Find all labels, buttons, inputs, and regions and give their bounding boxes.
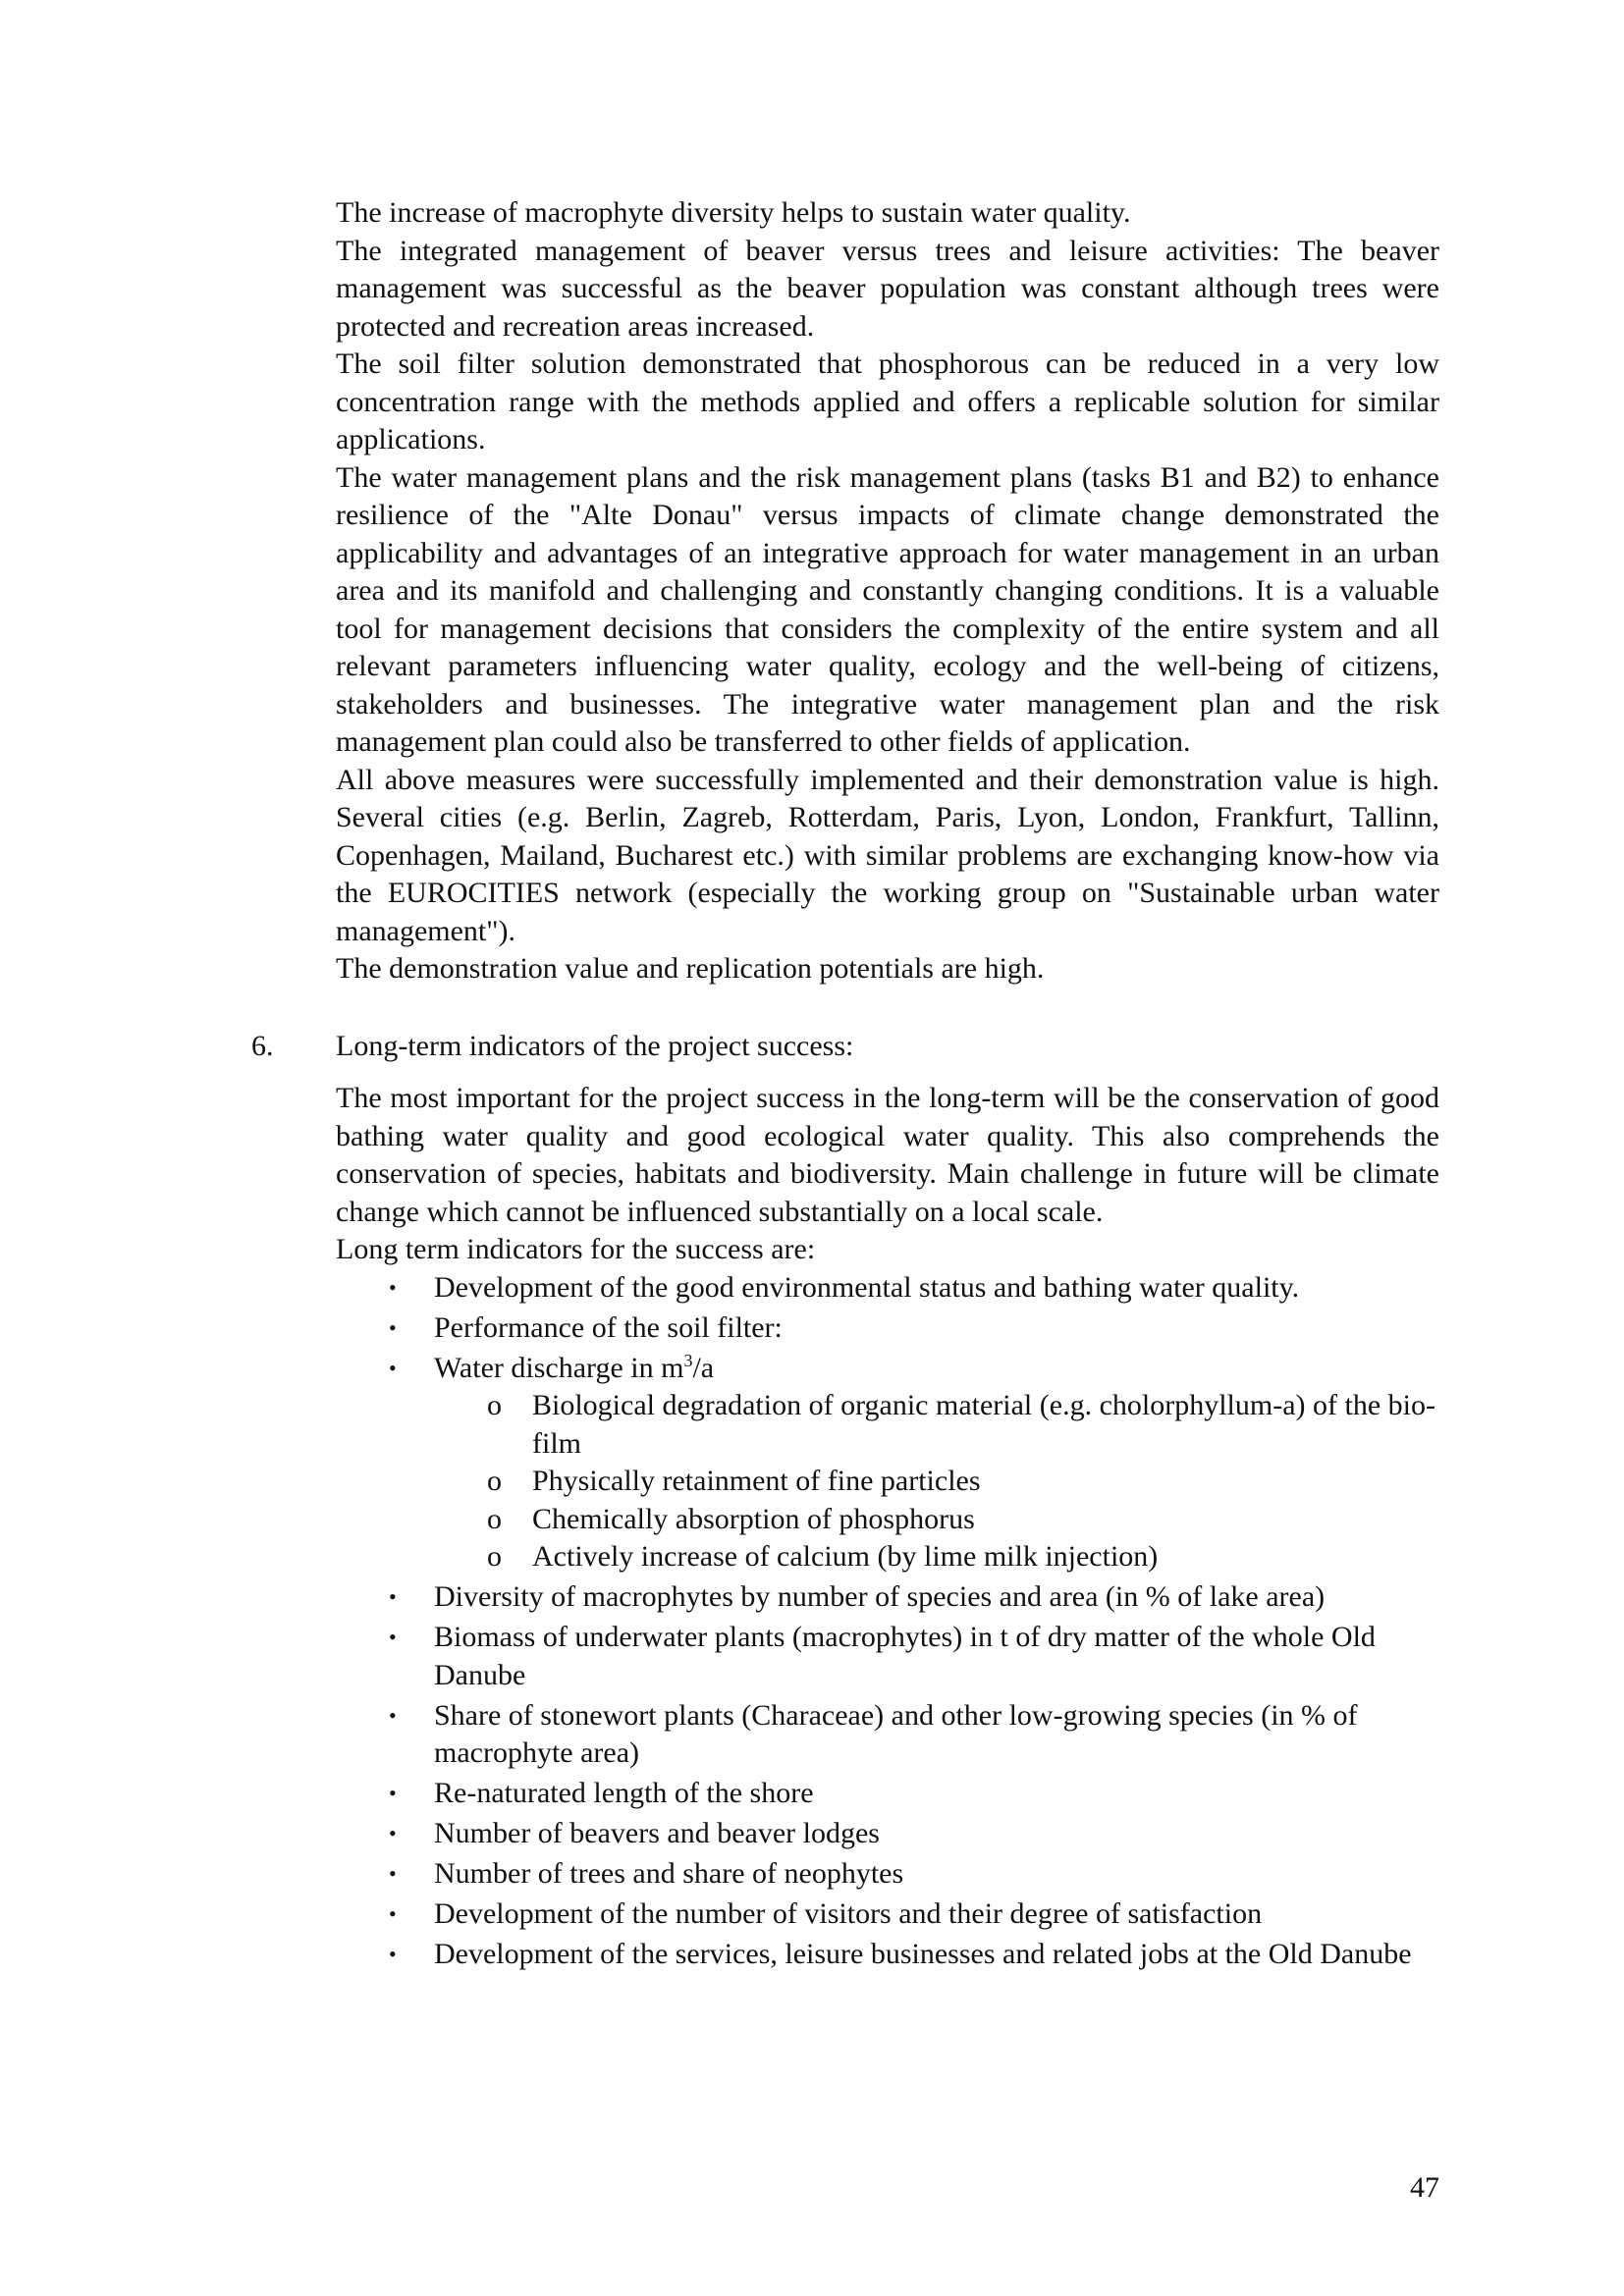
paragraph-replication-potential: The demonstration value and replication potentials are high. <box>336 952 1045 985</box>
bullet-icon: • <box>389 1702 397 1728</box>
list-item-text: Share of stonewort plants (Characeae) and other low-growing species (in % of macrophyte area) <box>434 1698 1358 1769</box>
list-item <box>389 1350 1439 1576</box>
page-content <box>251 194 1439 1976</box>
list-item-text: Number of beavers and beaver lodges <box>434 1817 880 1849</box>
list-item <box>389 1578 1439 1617</box>
circle-bullet-icon: o <box>487 1465 502 1497</box>
bullet-icon: • <box>389 1625 397 1649</box>
section-title: Long-term indicators of the project success: <box>336 1029 854 1062</box>
bullet-icon: • <box>389 1901 397 1926</box>
bullet-icon: • <box>389 1942 397 1966</box>
bullet-icon: • <box>389 1314 397 1340</box>
sub-list-item <box>487 1538 1439 1576</box>
list-item <box>389 1309 1439 1348</box>
sub-list-item <box>487 1463 1439 1501</box>
list-item <box>389 1815 1439 1853</box>
paragraph-demonstration-cities: All above measures were successfully implemented and their demonstration value is high. Several cities (e.g. Berlin, Zagreb, Rotterdam, Paris, Lyon, London, Frankfurt, Tallinn, Copenhagen, Mailand, Bucharest etc.) with similar problems are exchanging know-how via the EUROCITIES network (especially the working group on "Sustainable urban water management"). <box>336 763 1439 947</box>
water-discharge-text <box>434 1352 714 1384</box>
paragraph-soil-filter: The soil filter solution demonstrated that phosphorous can be reduced in a very low concentration range with the methods applied and offers a replicable solution for similar applications. <box>336 347 1439 455</box>
list-item-text: Development of the services, leisure businesses and related jobs at the Old Danube <box>434 1938 1412 1970</box>
circle-bullet-icon: o <box>487 1502 502 1535</box>
circle-bullet-icon: o <box>487 1540 502 1573</box>
sub-list-item-text: Biological degradation of organic material (e.g. cholorphyllum-a) of the bio-film <box>532 1389 1435 1460</box>
sub-list-item-text: Actively increase of calcium (by lime milk injection) <box>532 1540 1159 1573</box>
bullet-icon: • <box>389 1821 397 1845</box>
list-item-text: Re-naturated length of the shore <box>434 1777 814 1809</box>
list-item-text: Performance of the soil filter: <box>434 1310 783 1344</box>
list-item <box>389 1936 1439 1974</box>
bullet-icon: • <box>389 1584 397 1609</box>
list-item <box>389 1896 1439 1934</box>
list-item-text: Diversity of macrophytes by number of species and area (in % of lake area) <box>434 1580 1326 1613</box>
bullet-icon: • <box>389 1355 397 1380</box>
list-item <box>389 1269 1439 1308</box>
sub-list-item-text: Chemically absorption of phosphorus <box>532 1502 975 1535</box>
list-item-text: Biomass of underwater plants (macrophytes) in t of dry matter of the whole Old Danube <box>434 1621 1376 1691</box>
sub-indicator-list <box>434 1387 1439 1576</box>
circle-bullet-icon: o <box>487 1389 502 1421</box>
list-item <box>389 1697 1439 1773</box>
list-item <box>389 1855 1439 1894</box>
page-number: 47 <box>1410 2171 1439 2204</box>
water-discharge-suffix: /a <box>692 1351 715 1384</box>
section-paragraph: The most important for the project success in the long-term will be the conservation of good bathing water quality and good ecological water quality. This also comprehends the conservation of species, habitats and biodiversity. Main challenge in future will be climate change which cannot be influenced substantially on a local scale. <box>336 1082 1439 1228</box>
sub-list-item-text: Physically retainment of fine particles <box>532 1465 981 1497</box>
bullet-icon: • <box>389 1861 397 1886</box>
paragraph-macrophyte-diversity: The increase of macrophyte diversity helps to sustain water quality. <box>336 196 1131 229</box>
indicators-intro: Long term indicators for the success are: <box>336 1233 816 1265</box>
list-item-text: Development of the number of visitors and their degree of satisfaction <box>434 1897 1263 1930</box>
section-long-term-indicators <box>251 1028 1439 1974</box>
sub-list-item <box>487 1501 1439 1539</box>
water-discharge-label: Water discharge in m <box>434 1351 684 1384</box>
section-number: 6. <box>251 1029 274 1062</box>
paragraph-water-management-plans: The water management plans and the risk management plans (tasks B1 and B2) to enhance resilience of the "Alte Donau" versus impacts of climate change demonstrated the applicability and advantages of an integrative approach for water management in an urban area and its manifold and challenging and constantly changing conditions. It is a valuable tool for management decisions that considers the complexity of the entire system and all relevant parameters influencing water quality, ecology and the well-being of citizens, stakeholders and businesses. The integrative water management plan and the risk management plan could also be transferred to other fields of application. <box>336 460 1439 758</box>
sub-list-item <box>487 1387 1439 1463</box>
indicator-list <box>336 1269 1439 1974</box>
bullet-icon: • <box>389 1781 397 1805</box>
list-item-text: Development of the good environmental status and bathing water quality. <box>434 1270 1300 1304</box>
list-item-text: Number of trees and share of neophytes <box>434 1857 904 1890</box>
list-item <box>389 1775 1439 1813</box>
water-discharge-superscript: 3 <box>683 1350 693 1370</box>
list-item <box>389 1619 1439 1694</box>
bullet-icon: • <box>389 1274 397 1300</box>
paragraph-beaver-management: The integrated management of beaver versus trees and leisure activities: The beaver management was successful as the beaver population was constant although trees were protected and recreation areas increased. <box>336 234 1439 343</box>
